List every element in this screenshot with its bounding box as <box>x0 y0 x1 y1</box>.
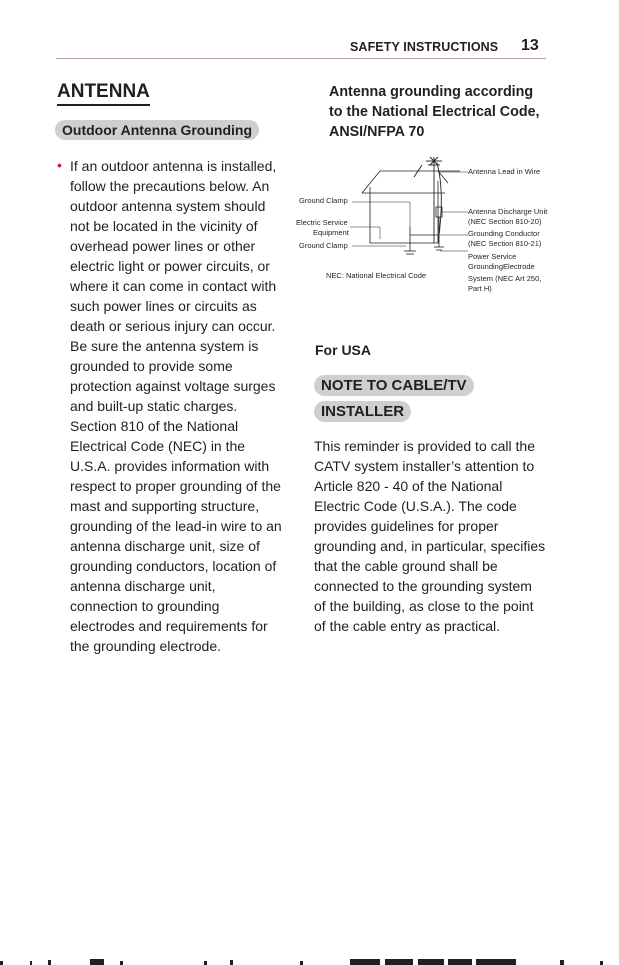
note-heading-line2: INSTALLER <box>314 401 411 422</box>
diagram-title: Antenna grounding according to the National Electrical Code, ANSI/NFPA 70 <box>329 84 540 140</box>
note-heading-line1: NOTE TO CABLE/TV <box>314 375 474 396</box>
for-usa-heading: For USA <box>315 342 371 358</box>
label-power-service-4: Part H) <box>468 284 492 293</box>
footer-crop-marks <box>0 958 619 965</box>
label-discharge-unit-2: (NEC Section 810-20) <box>468 217 542 226</box>
label-power-service-1: Power Service <box>468 252 517 261</box>
leader-lines <box>350 172 468 251</box>
page-number: 13 <box>521 37 539 54</box>
antenna-grounding-diagram <box>290 155 560 325</box>
label-grounding-conductor-1: Grounding Conductor <box>468 229 540 238</box>
label-power-service-2: GroundingElectrode <box>468 262 535 271</box>
label-ground-clamp-bottom: Ground Clamp <box>299 241 348 250</box>
label-nec: NEC: National Electrical Code <box>326 271 427 280</box>
label-electric-service-2: Equipment <box>313 228 349 237</box>
header-rule <box>56 58 546 59</box>
house-outline <box>362 171 460 243</box>
bullet-icon: • <box>57 157 62 173</box>
installer-note-text: This reminder is provided to call the CATV system installer’s attention to Article 820 - 40 of the National Electric Code (U.S.A.). The code provides guidelines for proper grounding and, in particular, specifies that the cable ground shall be connected to the grounding system of the building, as close to the point of the cable entry as practical. <box>314 438 546 634</box>
outdoor-grounding-subheading: Outdoor Antenna Grounding <box>55 120 259 140</box>
label-electric-service-1: Electric Service <box>296 218 348 227</box>
label-discharge-unit-1: Antenna Discharge Unit <box>468 207 548 216</box>
antenna-bullet-text: If an outdoor antenna is installed, follow the precautions below. An outdoor antenna system should not be located in the vicinity of overhead power lines or other electric light or power circuits, or where it can come in contact with such power lines or circuits as death or serious injury can occur. Be sure the antenna system is grounded to provide some protection against voltage surges and built-up static charges. Section 810 of the National Electrical Code (NEC) in the U.S.A. provides information with respect to proper grounding of the mast and supporting structure, grounding of the lead-in wire to an antenna discharge unit, size of grounding conductors, location of antenna discharge unit, connection to grounding electrodes and requirements for the grounding electrode. <box>70 158 282 654</box>
label-antenna-lead: Antenna Lead in Wire <box>468 167 541 176</box>
section-label: SAFETY INSTRUCTIONS <box>350 40 499 54</box>
label-grounding-conductor-2: (NEC Section 810-21) <box>468 239 542 248</box>
label-power-service-3: System (NEC Art 250, <box>468 274 542 283</box>
label-ground-clamp-top: Ground Clamp <box>299 196 348 205</box>
antenna-heading: ANTENNA <box>57 81 150 106</box>
